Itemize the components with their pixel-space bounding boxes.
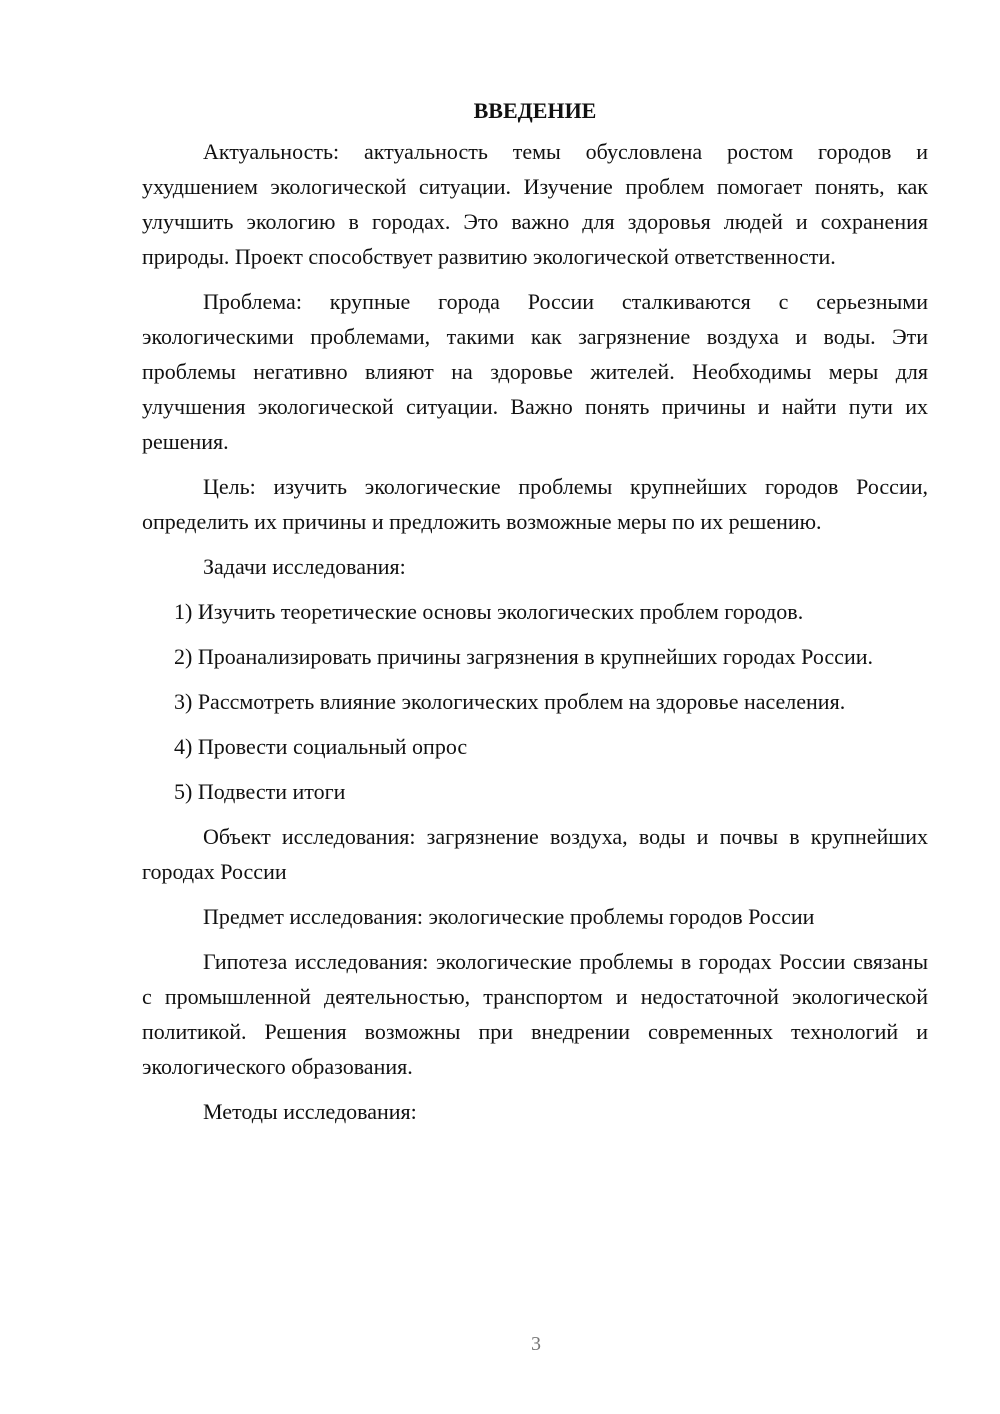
goal-paragraph: Цель: изучить экологические проблемы крупнейших городов России, определить их причины и предложить возможные меры по их решению. — [142, 474, 928, 534]
page-number: 3 — [531, 1333, 541, 1355]
hypothesis-paragraph: Гипотеза исследования: экологические проблемы в городах России связаны с промышленной деятельностью, транспортом и недостаточной экологической политикой. Решения возможны при внедрении современных технологий и экологического образования. — [142, 949, 928, 1079]
task-item-2: 2) Проанализировать причины загрязнения в крупнейших городах России. — [174, 644, 873, 669]
task-item-4: 4) Провести социальный опрос — [174, 734, 468, 759]
document-page — [142, 92, 928, 1139]
task-item-3: 3) Рассмотреть влияние экологических проблем на здоровье населения. — [174, 689, 846, 714]
methods-heading: Методы исследования: — [203, 1099, 417, 1124]
research-subject-paragraph: Предмет исследования: экологические проблемы городов России — [203, 904, 815, 929]
research-object-paragraph: Объект исследования: загрязнение воздуха, воды и почвы в крупнейших городах России — [142, 824, 928, 884]
task-item-5: 5) Подвести итоги — [174, 779, 346, 804]
problem-paragraph: Проблема: крупные города России сталкиваются с серьезными экологическими проблемами, такими как загрязнение воздуха и воды. Эти проблемы негативно влияют на здоровье жителей. Необходимы меры для улучшения экологической ситуации. Важно понять причины и найти пути их решения. — [142, 289, 928, 454]
task-item-1: 1) Изучить теоретические основы экологических проблем городов. — [174, 599, 804, 624]
relevance-paragraph: Актуальность: актуальность темы обусловлена ростом городов и ухудшением экологической ситуации. Изучение проблем помогает понять, как улучшить экологию в городах. Это важно для здоровья людей и сохранения природы. Проект способствует развитию экологической ответственности. — [142, 139, 928, 269]
tasks-heading: Задачи исследования: — [203, 554, 406, 579]
page-title: ВВЕДЕНИЕ — [473, 98, 597, 123]
